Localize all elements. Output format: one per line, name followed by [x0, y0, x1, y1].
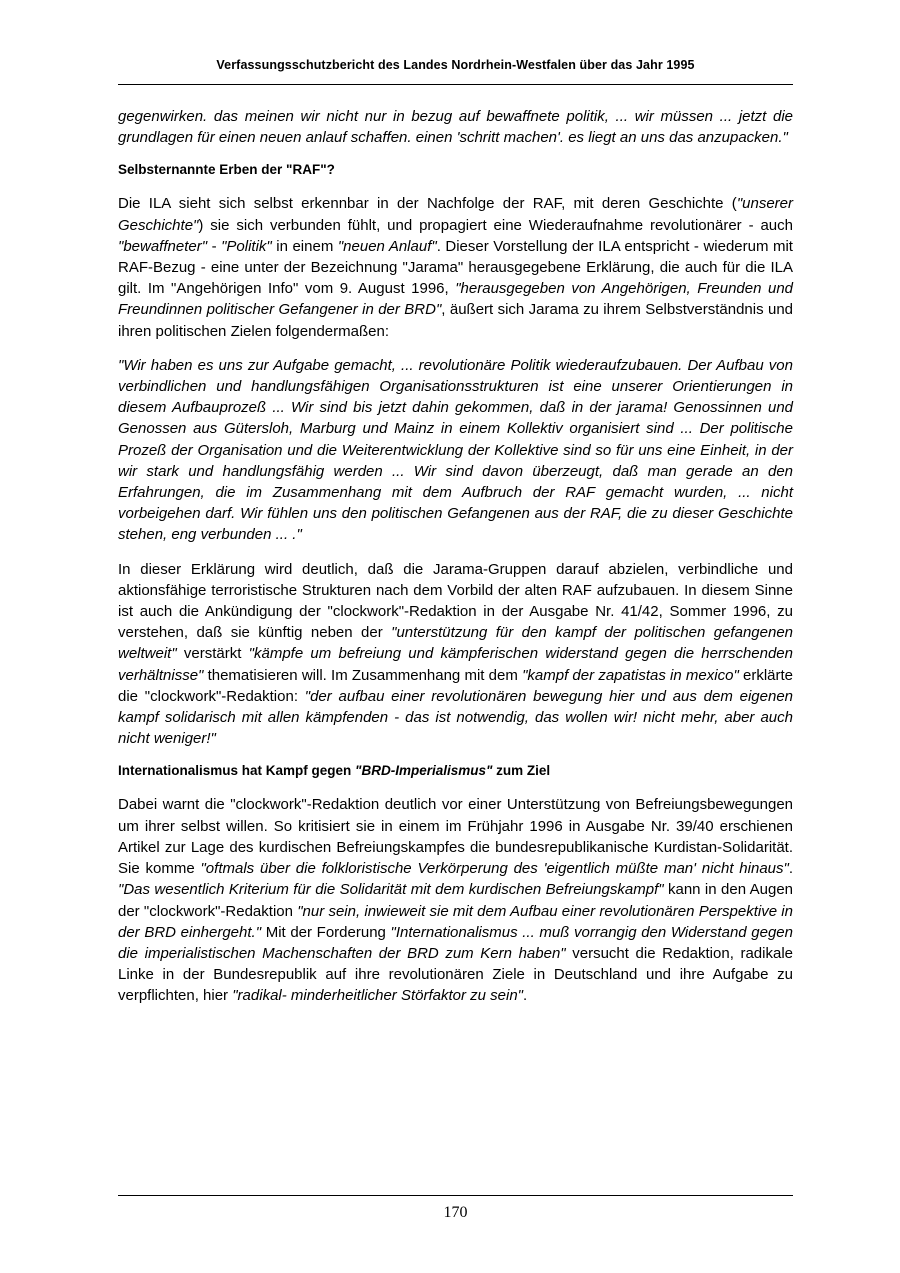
paragraph-erklaerung-analyse: In dieser Erklärung wird deutlich, daß die Jarama-Gruppen darauf abzielen, verbindliche und aktionsfähige terroristische Strukturen nach dem Vorbild der alten RAF aufzubauen. In diesem Sinne ist auch die Ankündigung der "clockwork"-Redaktion in der Ausgabe Nr. 41/42, Sommer 1996, zu verstehen, daß sie künftig neben der "unterstützung für den kampf der politischen gefangenen weltweit" verstärkt "kämpfe um befreiung und kämpferischen widerstand gegen die herrschenden verhältnisse" thematisieren will. Im Zusammenhang mit dem "kampf der zapatistas in mexico" erklärte die "clockwork"-Redaktion: "der aufbau einer revolutionären bewegung hier und aus dem eigenen kampf solidarisch mit allen kämpfenden - das ist notwendig, das wollen wir! nicht mehr, aber auch nicht weniger!": [118, 560, 794, 748]
paragraph-quote-continuation: gegenwirken. das meinen wir nicht nur in bezug auf bewaffnete politik, ... wir müssen ... jetzt die grundlagen für einen neuen anlauf schaffen. einen 'schritt machen'. es liegt an uns das anzupacken.": [118, 108, 793, 147]
paragraph-clockwork-kritik: Dabei warnt die "clockwork"-Redaktion deutlich vor einer Unterstützung von Befreiungsbewegungen um ihrer selbst willen. So kritisiert sie in einem im Frühjahr 1996 in Ausgabe Nr. 39/40 erschienen Artikel zur Lage des kurdischen Befreiungskampfes die bundesrepublikanische Kurdistan-Solidarität. Sie komme "oftmals über die folkloristische Verkörperung des 'eigentlich müßte man' nicht hinaus". "Das wesentlich Kriterium für die Solidarität mit dem kurdischen Befreiungskampf" kann in den Augen der "clockwork"-Redaktion "nur sein, inwieweit sie mit dem Aufbau einer revolutionären Perspektive in der BRD einhergeht." Mit der Forderung "Internationalismus ... muß vorrangig den Widerstand gegen die imperialistischen Machenschaften der BRD zum Kern haben" versucht die Redaktion, radikale Linke in der Bundesrepublik auf ihre revolutionären Ziele in Deutschland und ihre Aufgabe zu verpflichten, hier "radikal- minderheitlicher Störfaktor zu sein".: [118, 796, 793, 1005]
page-number: 170: [443, 1204, 468, 1221]
footer-rule: [118, 1195, 793, 1196]
page-footer: [118, 1195, 793, 1223]
section-heading-internationalismus: Internationalismus hat Kampf gegen "BRD-Imperialismus" zum Ziel: [118, 763, 551, 779]
paragraph-ila-nachfolge: Die ILA sieht sich selbst erkennbar in der Nachfolge der RAF, mit deren Geschichte ("unserer Geschichte") sie sich verbunden fühlt, und propagiert eine Wiederaufnahme revolutionärer - auch "bewaffneter" - "Politik" in einem "neuen Anlauf". Dieser Vorstellung der ILA entspricht - wiederum mit RAF-Bezug - eine unter der Bezeichnung "Jarama" herausgegebene Erklärung, die auch für die ILA gilt. Im "Angehörigen Info" vom 9. August 1996, "herausgegeben von Angehörigen, Freunden und Freundinnen politischer Gefangener in der BRD", äußert sich Jarama zu ihrem Selbstverständnis und ihren politischen Zielen folgendermaßen:: [118, 195, 794, 340]
section-heading-erben-der-raf: Selbsternannte Erben der "RAF"?: [118, 162, 335, 178]
paragraph-jarama-zitat: "Wir haben es uns zur Aufgabe gemacht, ... revolutionäre Politik wiederaufzubauen. Der Aufbau von verbindlichen und handlungsfähigen Organisationsstrukturen ist eine unserer Orientierungen in diesem Aufbauprozeß ... Wir sind bis jetzt dahin gekommen, daß in der jarama! Genossinnen und Genossen aus Gütersloh, Marburg und Mainz in einem Kollektiv organisiert sind ... Der politische Prozeß der Organisation und die Weiterentwicklung der Kollektive sind so für uns eine Einheit, in der wir stark und handlungsfähig werden ... Wir sind davon überzeugt, daß man gerade an den Erfahrungen, die im Zusammenhang mit dem Aufbruch der RAF gemacht wurden, ... nicht vorbeigehen darf. Wir fühlen uns den politischen Gefangenen aus der RAF, die zu dieser Geschichte stehen, eng verbunden ... .": [118, 356, 793, 544]
running-header-title: Verfassungsschutzbericht des Landes Nordrhein-Westfalen über das Jahr 1995: [216, 58, 695, 72]
header-rule: [118, 84, 793, 85]
page-header: [118, 57, 793, 85]
page-body: [118, 106, 793, 1020]
